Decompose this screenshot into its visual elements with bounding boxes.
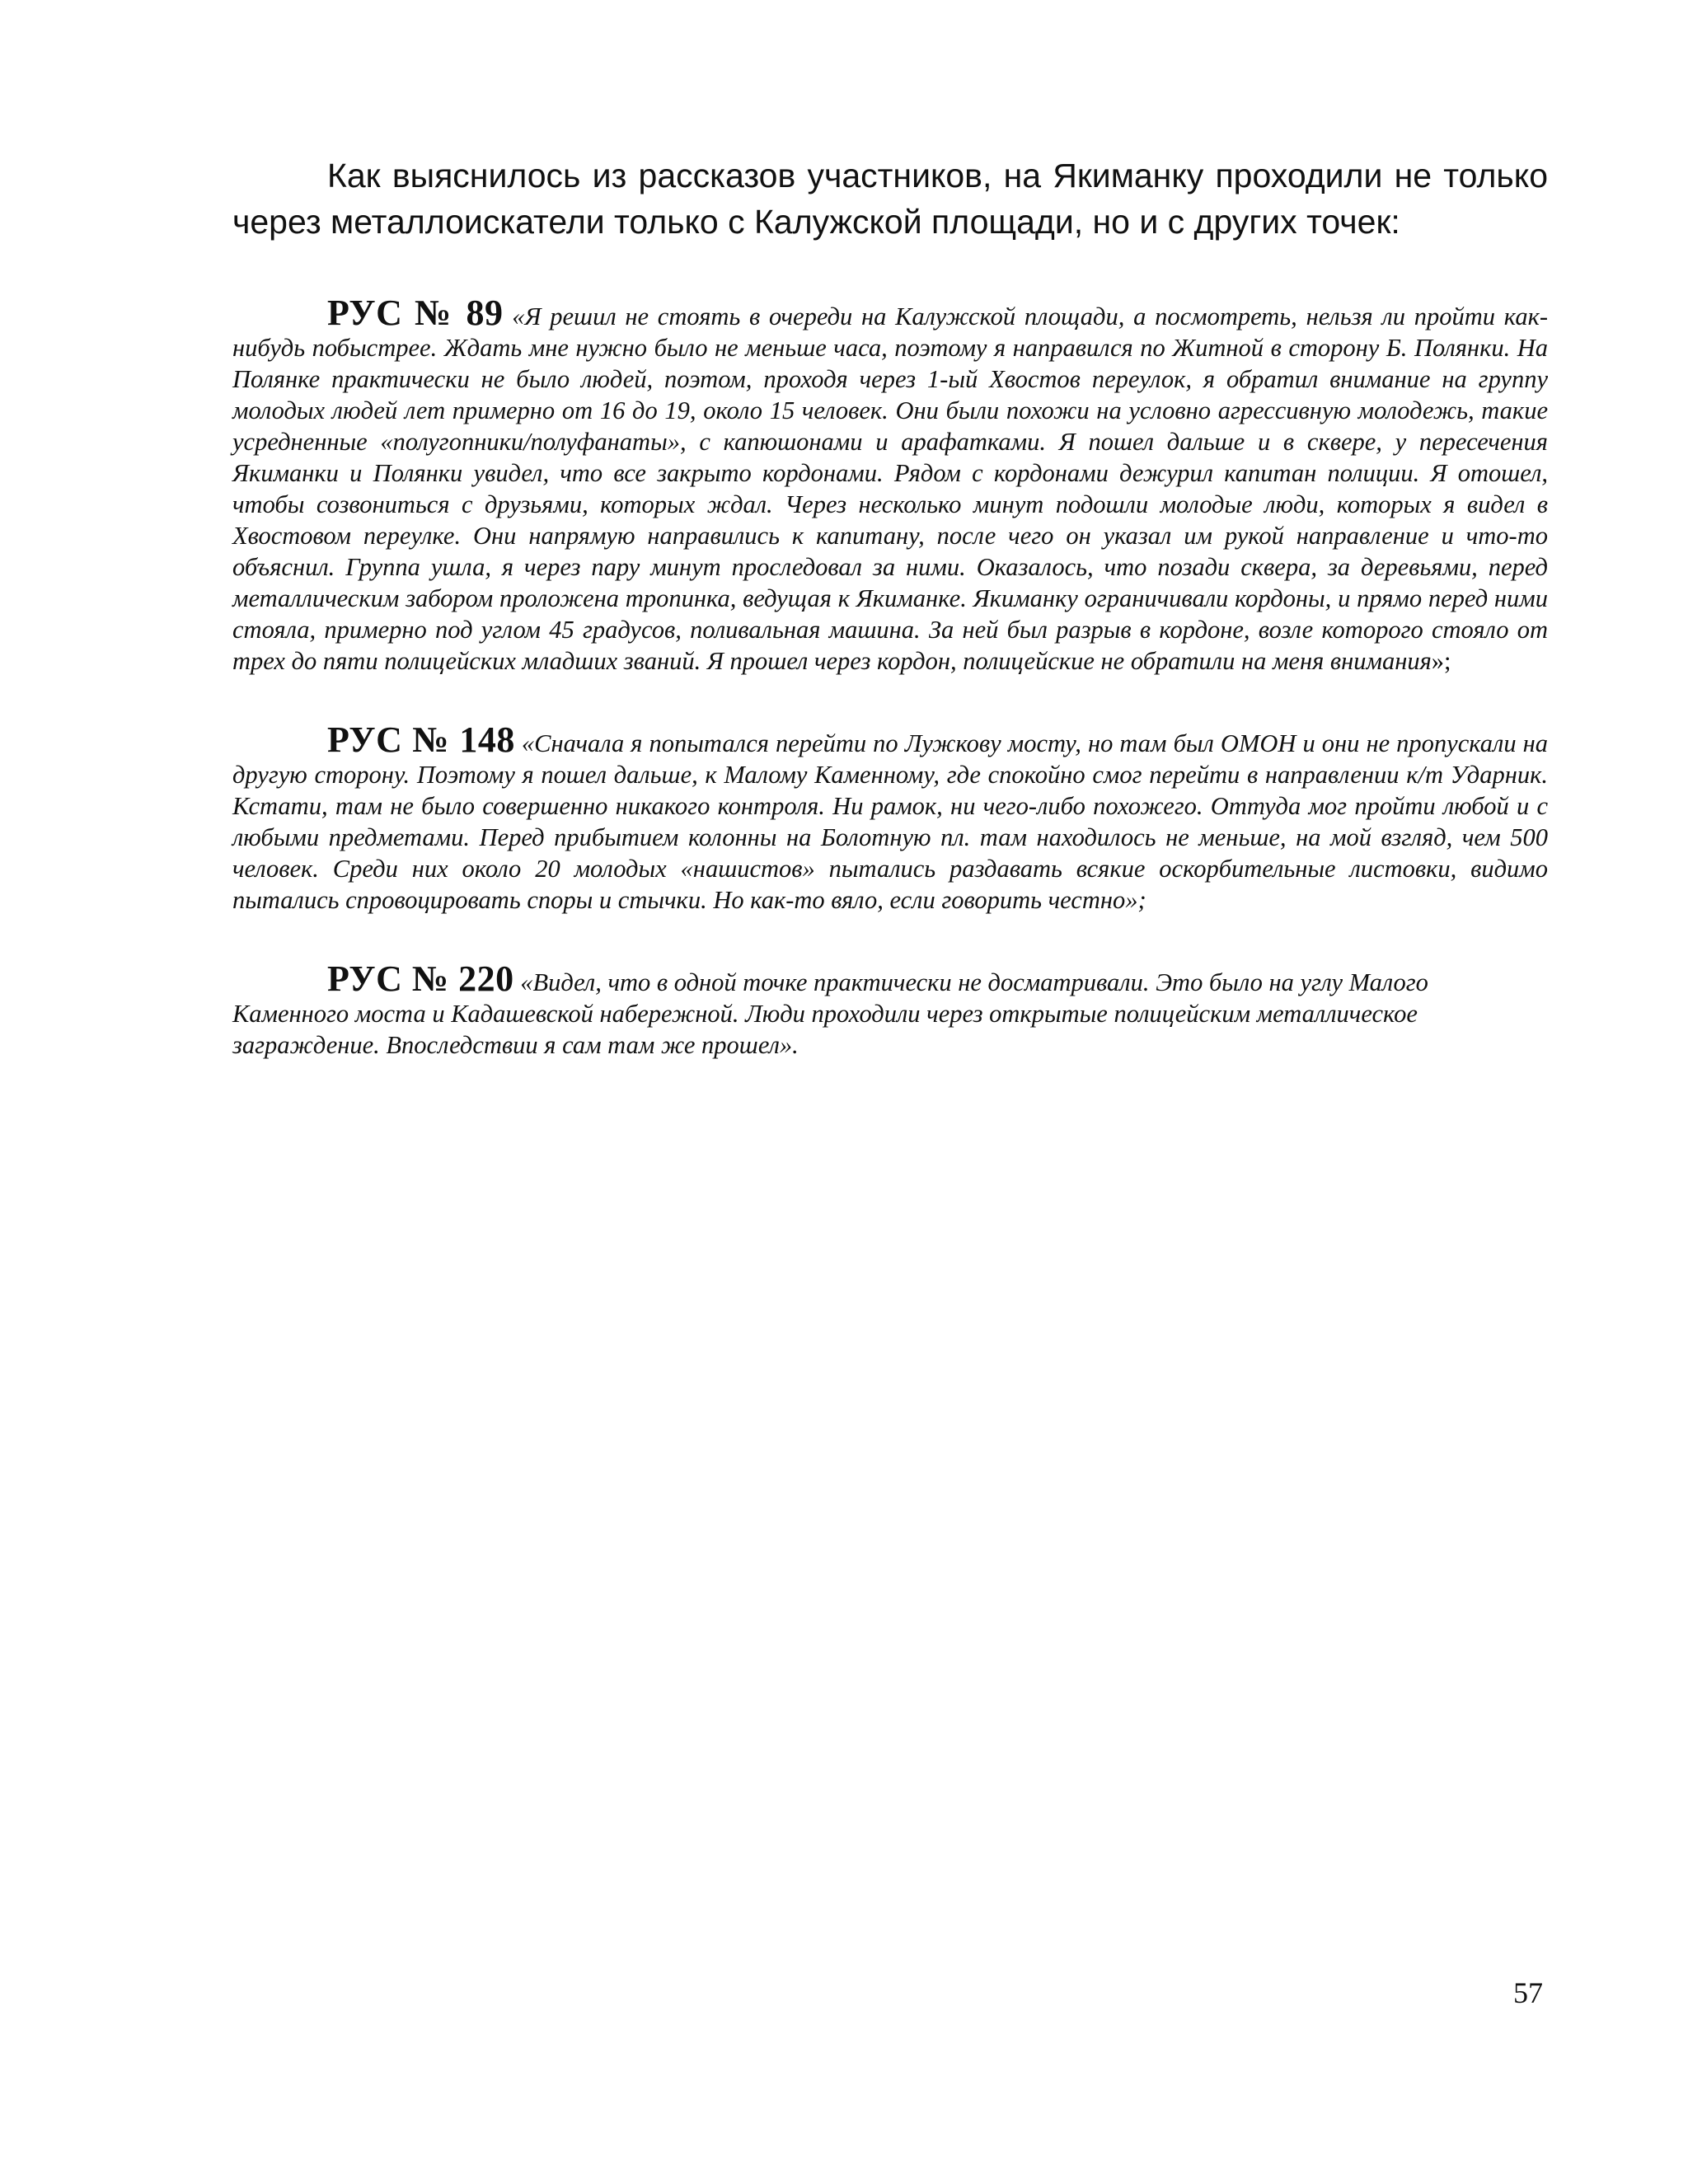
intro-paragraph: Как выяснилось из рассказов участников, на Якиманку проходили не только через металлоискатели только с Калужской площади, но и с других точек: [232, 157, 1548, 241]
testimony-quote: «Я решил не стоять в очереди на Калужской площади, а посмотреть, нельзя ли пройти как-нибудь побыстрее. Ждать мне нужно было не меньше часа, поэтому я направился по Житной в сторону Б. Полянки. На Полянке практически не было людей, поэтом, проходя через 1-ый Хвостов переулок, я обратил внимание на группу молодых людей лет примерно от 16 до 19, около 15 человек. Они были похожи на условно агрессивную молодежь, такие усредненные «полугопники/полуфанаты», с капюшонами и арафатками. Я пошел дальше и в сквере, у пересечения Якиманки и Полянки увидел, что все закрыто кордонами. Рядом с кордонами дежурил капитан полиции. Я отошел, чтобы созвониться с друзьями, которых ждал. Через несколько минут подошли молодые люди, которых я видел в Хвостовом переулке. Они напрямую направились к капитану, после чего он указал им рукой направление и что-то объяснил. Группа ушла, я через пару минут проследовал за ними. Оказалось, что позади сквера, за деревьями, перед металлическим забором проложена тропинка, ведущая к Якиманке. Якиманку ограничивали кордоны, и прямо перед ними стояла, примерно под углом 45 градусов, поливальная машина. За ней был разрыв в кордоне, возле которого стояло от трех до пяти полицейских младших званий. Я прошел через кордон, полицейские не обратили на меня внимания [232, 302, 1548, 675]
testimony-label: РУС № 89 [327, 293, 504, 333]
testimony-89 [232, 293, 1548, 677]
document-body [232, 152, 1548, 1108]
testimony-148 [232, 719, 1549, 916]
testimony-quote: «Видел, что в одной точке практически не досматривали. Это было на углу Малого Каменного моста и Кадашевской набережной. Люди проходили через открытые полицейским металлическое заграждение. Впоследствии я сам там же прошел». [232, 968, 1428, 1059]
page-number: 57 [1513, 1976, 1543, 2009]
testimony-quote: «Сначала я попытался перейти по Лужкову мосту, но там был ОМОН и они не пропускали на другую сторону. Поэтому я пошел дальше, к Малому Каменному, где спокойно смог перейти в направлении к/т Ударник. Кстати, там не было совершенно никакого контроля. Ни рамок, ни чего-либо похожего. Оттуда мог пройти любой и с любыми предметами. Перед прибытием колонны на Болотную пл. там находилось не меньше, на мой взгляд, чем 500 человек. Среди них около 20 молодых «нашистов» пытались раздавать всякие оскорбительные листовки, видимо пытались спровоцировать споры и стычки. Но как-то вяло, если говорить честно»; [232, 729, 1549, 914]
testimony-label: РУС № 220 [327, 958, 514, 999]
testimony-220 [232, 958, 1548, 1061]
testimony-trail: »; [1431, 647, 1451, 675]
testimony-label: РУС № 148 [327, 719, 515, 760]
